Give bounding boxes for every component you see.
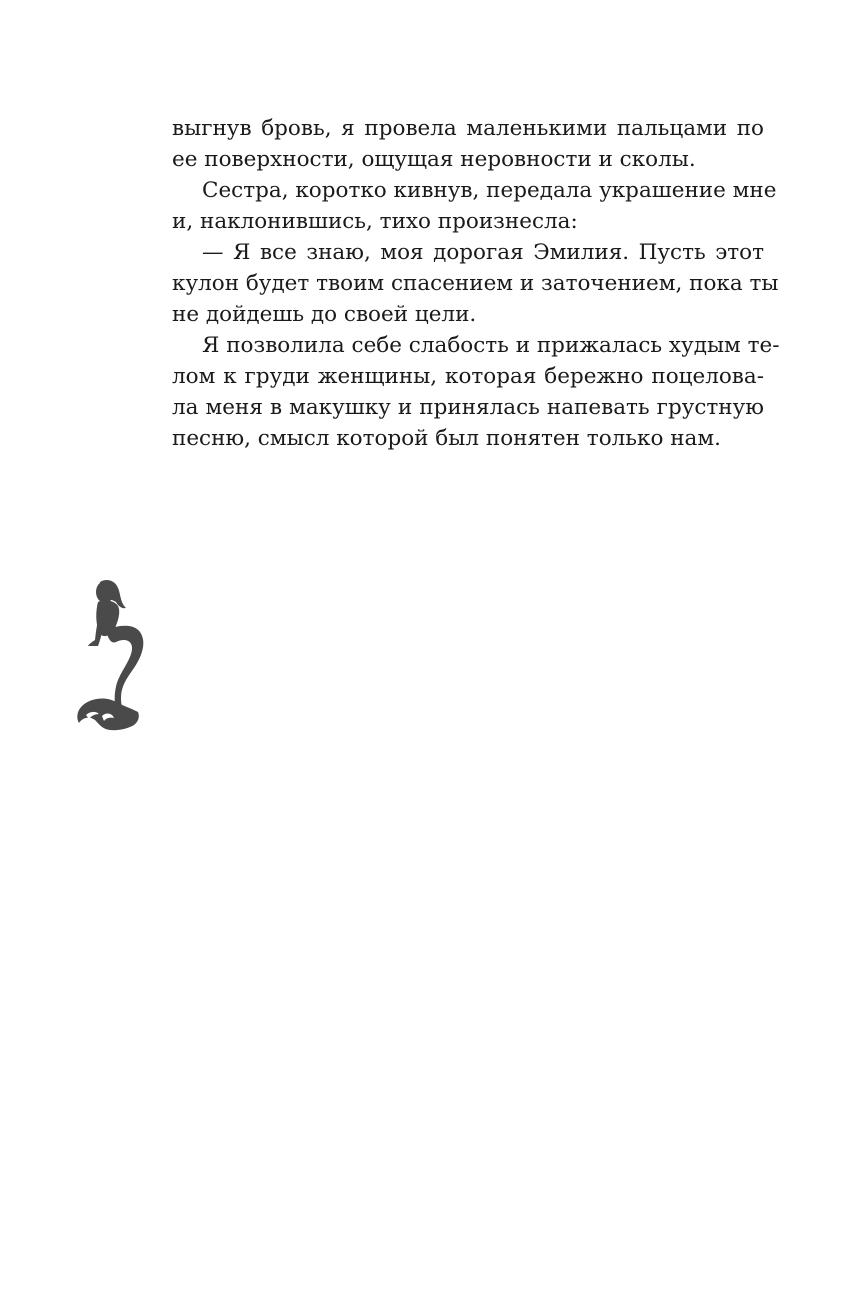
text-line: кулон будет твоим спасением и заточением, пока ты (172, 271, 779, 296)
text-line: выгнув бровь, я провела маленькими пальцами по (172, 116, 764, 141)
text-line: Сестра, коротко кивнув, передала украшение мне (202, 178, 777, 203)
text-line: ее поверхности, ощущая неровности и сколы. (172, 147, 696, 172)
text-line: Я позволила себе слабость и прижалась худым те- (202, 333, 780, 358)
text-line: не дойдешь до своей цели. (172, 302, 477, 327)
text-line: песню, смысл которой был понятен только нам. (172, 426, 721, 451)
text-line: — Я все знаю, моя дорогая Эмилия. Пусть этот (202, 240, 764, 265)
text-line: ла меня в макушку и принялась напевать грустную (172, 395, 764, 420)
text-line: и, наклонившись, тихо произнесла: (172, 209, 578, 234)
body-text (172, 113, 780, 454)
text-line: лом к груди женщины, которая бережно поцелова- (172, 364, 764, 389)
mermaid-silhouette-icon (74, 578, 154, 732)
